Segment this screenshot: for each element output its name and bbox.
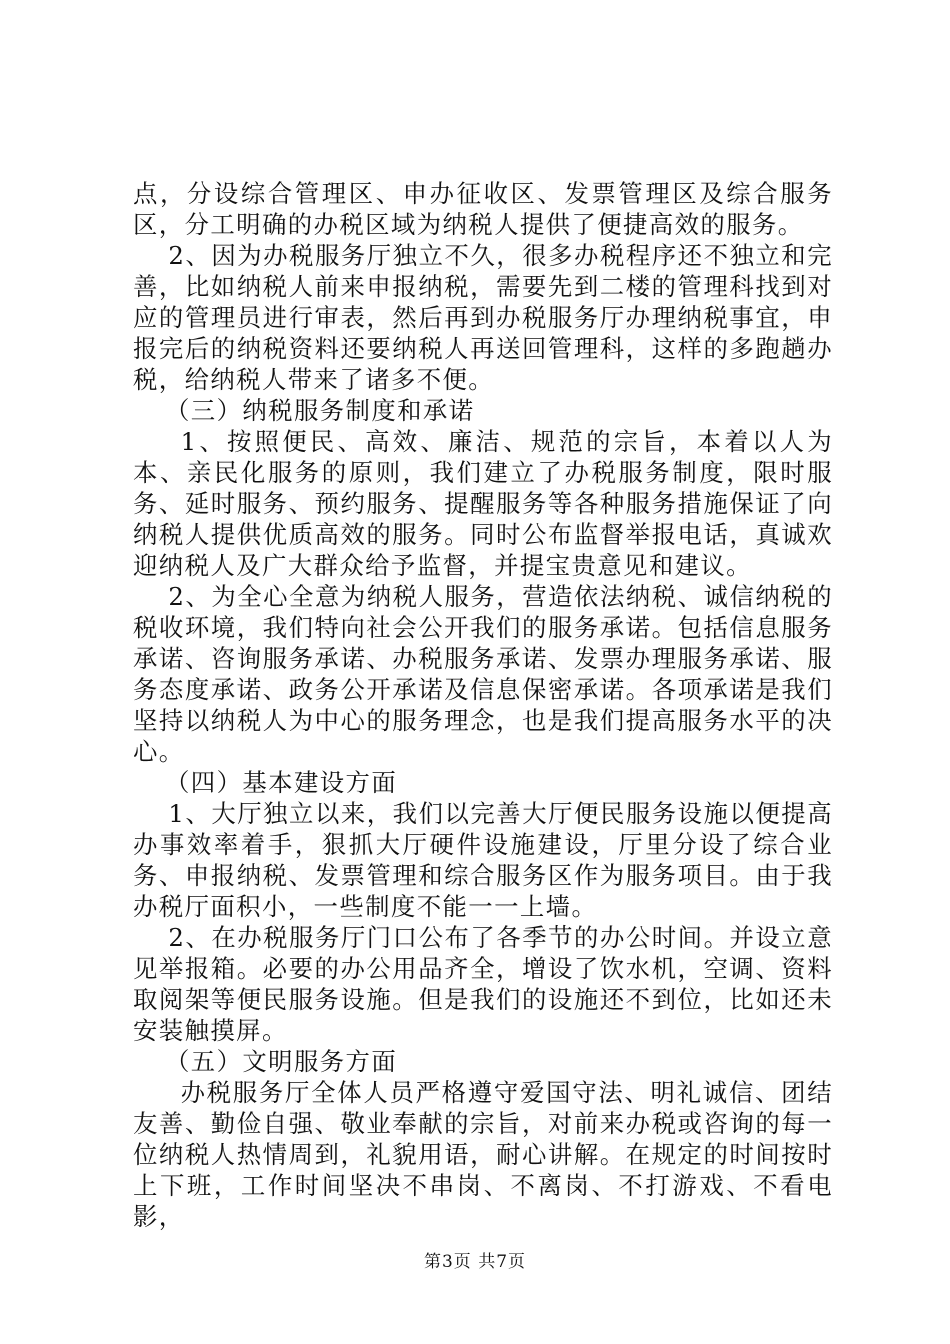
paragraph-7: 办税服务厅全体人员严格遵守爱国守法、明礼诚信、团结友善、勤俭自强、敬业奉献的宗旨，对前来办税或咨询的每一位纳税人热情周到，礼貌用语，耐心讲解。在规定的时间按时上下班，工作时间坚决不串岗、不离岗、不打游戏、不看电影， bbox=[133, 1078, 833, 1231]
paragraph-2: 2、因为办税服务厅独立不久，很多办税程序还不独立和完善，比如纳税人前来申报纳税，需要先到二楼的管理科找到对应的管理员进行审表，然后再到办税服务厅办理纳税事宜，申报完后的纳税资料还要纳税人再送回管理科，这样的多跑趟办税，给纳税人带来了诸多不便。 bbox=[133, 241, 833, 394]
paragraph-3: 1、按照便民、高效、廉洁、规范的宗旨，本着以人为本、亲民化服务的原则，我们建立了办税服务制度，限时服务、延时服务、预约服务、提醒服务等各种服务措施保证了向纳税人提供优质高效的服务。同时公布监督举报电话，真诚欢迎纳税人及广大群众给予监督，并提宝贵意见和建议。 bbox=[133, 427, 833, 580]
paragraph-6: 2、在办税服务厅门口公布了各季节的办公时间。并设立意见举报箱。必要的办公用品齐全，增设了饮水机，空调、资料取阅架等便民服务设施。但是我们的设施还不到位，比如还未安装触摸屏。 bbox=[133, 923, 833, 1045]
paragraph-1: 点，分设综合管理区、申办征收区、发票管理区及综合服务区，分工明确的办税区域为纳税人提供了便捷高效的服务。 bbox=[133, 179, 833, 239]
section-heading-5: （五）文明服务方面 bbox=[165, 1047, 398, 1076]
paragraph-4: 2、为全心全意为纳税人服务，营造依法纳税、诚信纳税的税收环境，我们特向社会公开我们的服务承诺。包括信息服务承诺、咨询服务承诺、办税服务承诺、发票办理服务承诺、服务态度承诺、政务公开承诺及信息保密承诺。各项承诺是我们坚持以纳税人为中心的服务理念，也是我们提高服务水平的决心。 bbox=[133, 582, 833, 766]
section-heading-4: （四）基本建设方面 bbox=[165, 768, 398, 797]
section-heading-3: （三）纳税服务制度和承诺 bbox=[165, 396, 475, 425]
page-number-footer: 第3页 共7页 bbox=[423, 1252, 527, 1272]
document-body bbox=[133, 178, 833, 1232]
paragraph-5: 1、大厅独立以来，我们以完善大厅便民服务设施以便提高办事效率着手，狠抓大厅硬件设施建设，厅里分设了综合业务、申报纳税、发票管理和综合服务区作为服务项目。由于我办税厅面积小，一些制度不能一一上墙。 bbox=[133, 799, 833, 921]
